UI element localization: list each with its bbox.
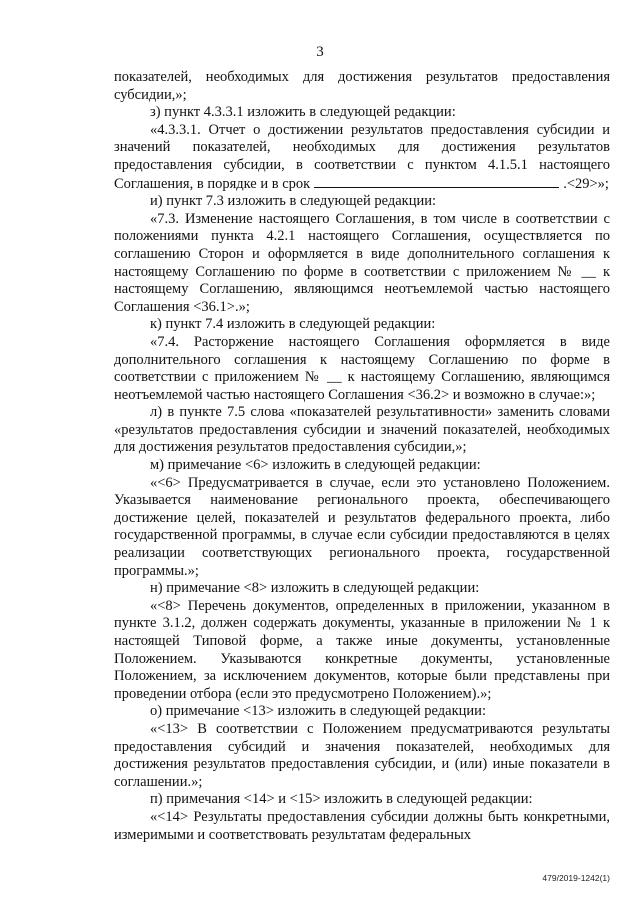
paragraph: м) примечание <6> изложить в следующей редакции:: [150, 457, 481, 474]
page-number: 3: [316, 44, 324, 60]
paragraph: «7.4. Расторжение настоящего Соглашения оформляется в виде дополнительного соглашения к настоящему Соглашению по форме в соответствии с приложением № __ к настоящему Соглашению, являющимся неотъемлемой частью настоящего Соглашения <36.2> и возможно в случае:»;: [114, 333, 610, 403]
paragraph: н) примечание <8> изложить в следующей редакции:: [150, 580, 480, 597]
document-body: [114, 69, 610, 844]
paragraph: «7.3. Изменение настоящего Соглашения, в том числе в соответствии с положениями пункта 4.2.1 настоящего Соглашения, осуществляется по соглашению Сторон и оформляется в виде дополнительного соглашения к настоящему Соглашению по форме в соответствии с приложением № __ к настоящему Соглашению, являющимся неотъемлемой частью настоящего Соглашения <36.1>.»;: [114, 210, 610, 315]
paragraph: [114, 122, 610, 193]
paragraph-tail: .<29>»;: [563, 175, 609, 192]
paragraph: л) в пункте 7.5 слова «показателей результативности» заменить словами «результатов предоставления субсидии и значений показателей, необходимых для достижения результатов предоставления субсидии,»;: [114, 404, 610, 456]
paragraph: показателей, необходимых для достижения результатов предоставления субсидии,»;: [114, 69, 610, 103]
paragraph: к) пункт 7.4 изложить в следующей редакции:: [150, 316, 436, 333]
paragraph: «<14> Результаты предоставления субсидии должны быть конкретными, измеримыми и соответствовать результатам федеральных: [114, 808, 610, 843]
paragraph: з) пункт 4.3.3.1 изложить в следующей редакции:: [150, 104, 456, 121]
paragraph: п) примечания <14> и <15> изложить в следующей редакции:: [150, 791, 533, 808]
paragraph: о) примечание <13> изложить в следующей редакции:: [150, 703, 486, 720]
paragraph: «<13> В соответствии с Положением предусматриваются результаты предоставления субсидий и значения показателей, необходимых для достижения результатов предоставления субсидии, и (или) иные показатели в соглашении.»;: [114, 720, 610, 790]
blank-line: [314, 175, 559, 188]
paragraph: «<8> Перечень документов, определенных в приложении, указанном в пункте 3.1.2, должен содержать документы, указанные в приложении № 1 к настоящей Типовой форме, а также иные документы, установленные Положением. Указываются конкретные документы, установленные Положением, за исключением документов, которые были представлены при проведении отбора (если это предусмотрено Положением).»;: [114, 597, 610, 702]
paragraph-text: «4.3.3.1. Отчет о достижении результатов предоставления субсидии и значений показателей, необходимых для достижения результатов предоставления субсидии, в соответствии с пунктом 4.1.5.1 настоящего Соглашения, в порядке и в срок: [114, 121, 610, 192]
document-code: 479/2019-1242(1): [542, 873, 610, 883]
paragraph: «<6> Предусматривается в случае, если это установлено Положением. Указывается наименование регионального проекта, обеспечивающего достижение целей, показателей и результатов федерального проекта, либо государственной программы, в случае если субсидии предоставляются в целях реализации соответствующих регионального проекта, государственной программы.»;: [114, 474, 610, 579]
paragraph: и) пункт 7.3 изложить в следующей редакции:: [150, 193, 437, 210]
